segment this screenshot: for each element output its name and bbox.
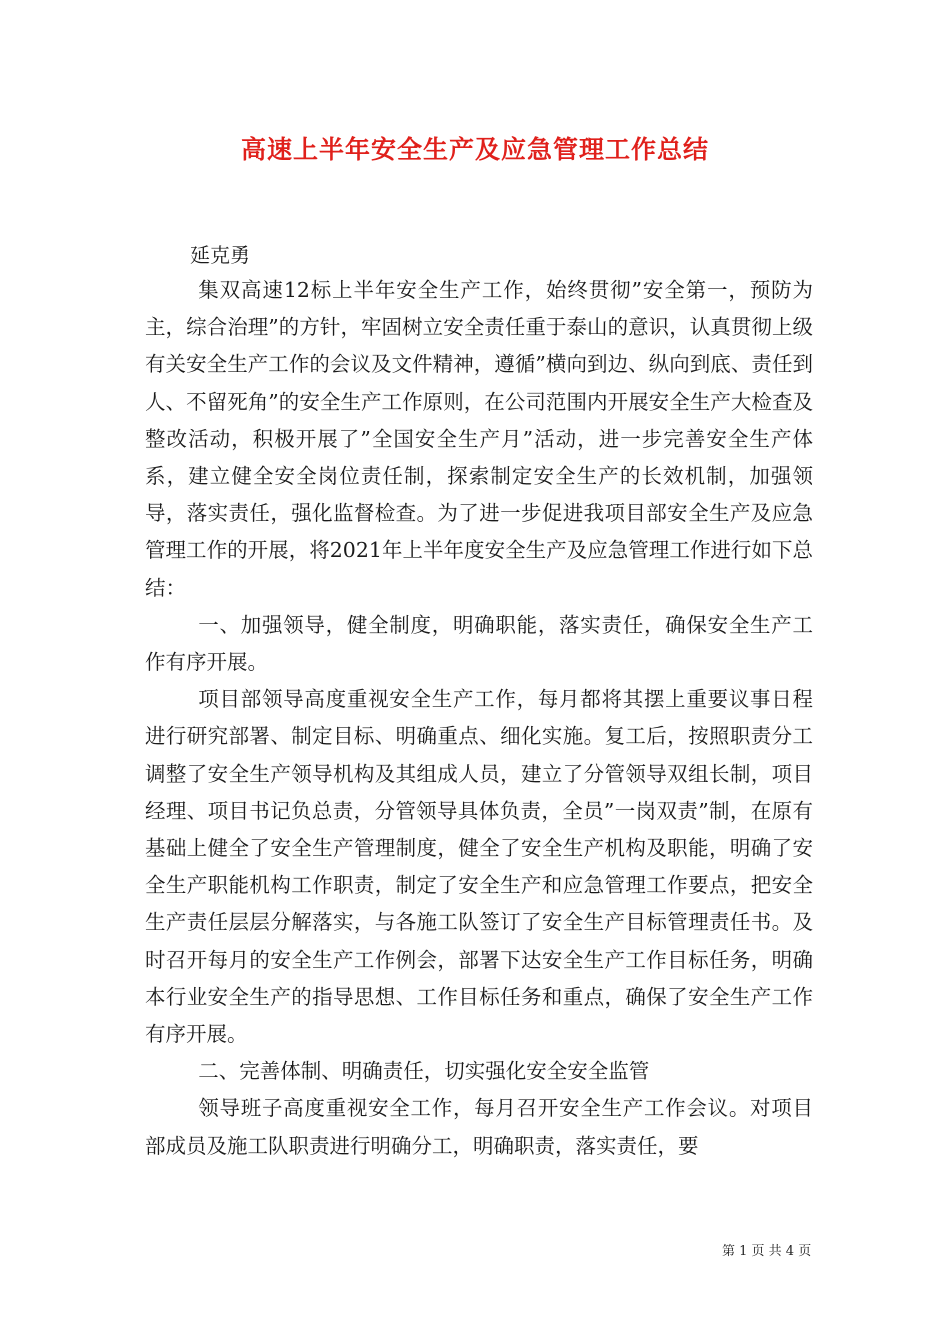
- document-title: 高速上半年安全生产及应急管理工作总结: [240, 135, 709, 164]
- paragraph: 集双高速12标上半年安全生产工作，始终贯彻”安全第一，预防为主，综合治理”的方针，牢固树立安全责任重于泰山的意识，认真贯彻上级有关安全生产工作的会议及文件精神，遵循”横向到边、纵向到底、责任到人、不留死角”的安全生产工作原则，在公司范围内开展安全生产大检查及整改活动，积极开展了”全国安全生产月”活动，进一步完善安全生产体系，建立健全安全岗位责任制，探索制定安全生产的长效机制，加强领导，落实责任，强化监督检查。为了进一步促进我项目部安全生产及应急管理工作的开展，将2021年上半年度安全生产及应急管理工作进行如下总结：: [145, 278, 813, 600]
- paragraph: 领导班子高度重视安全工作，每月召开安全生产工作会议。对项目部成员及施工队职责进行明确分工，明确职责，落实责任，要: [145, 1096, 813, 1158]
- paragraph: 项目部领导高度重视安全生产工作，每月都将其摆上重要议事日程进行研究部署、制定目标、明确重点、细化实施。复工后，按照职责分工调整了安全生产领导机构及其组成人员，建立了分管领导双组长制，项目经理、项目书记负总责，分管领导具体负责，全员”一岗双责”制，在原有基础上健全了安全生产管理制度，健全了安全生产机构及职能，明确了安全生产职能机构工作职责，制定了安全生产和应急管理工作要点，把安全生产责任层层分解落实，与各施工队签订了安全生产目标管理责任书。及时召开每月的安全生产工作例会，部署下达安全生产工作目标任务，明确本行业安全生产的指导思想、工作目标任务和重点，确保了安全生产工作有序开展。: [145, 687, 813, 1047]
- document-body: [145, 272, 813, 1165]
- paragraph: 一、加强领导，健全制度，明确职能，落实责任，确保安全生产工作有序开展。: [145, 612, 813, 675]
- page-number: 第 1 页 共 4 页: [722, 1244, 812, 1259]
- paragraph: 二、完善体制、明确责任，切实强化安全安全监管: [198, 1059, 650, 1084]
- author-name: 延克勇: [190, 243, 250, 267]
